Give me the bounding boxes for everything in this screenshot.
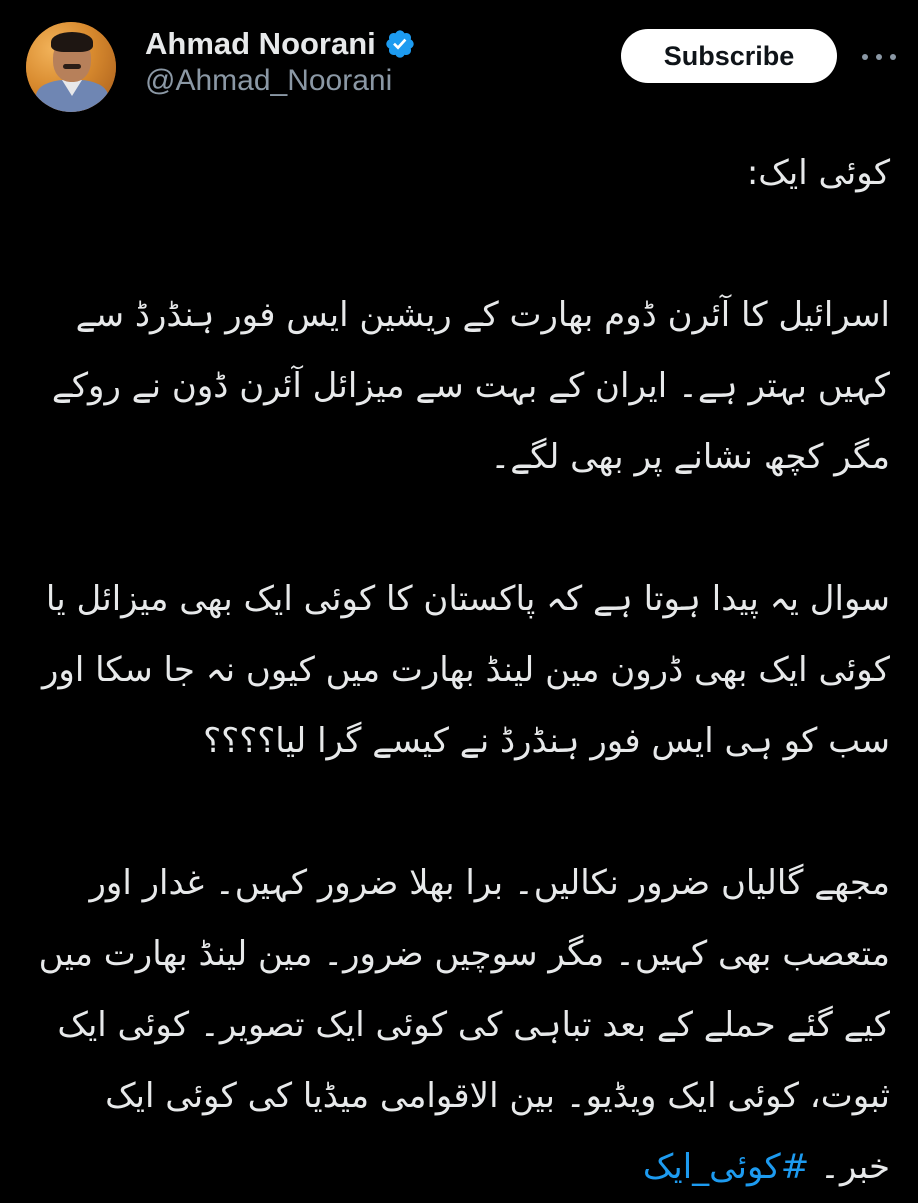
more-dot [862, 54, 868, 60]
verified-badge-icon[interactable] [384, 28, 416, 60]
paragraph-gap [30, 209, 890, 280]
more-dot [890, 54, 896, 60]
paragraph-gap [30, 777, 890, 848]
avatar[interactable] [26, 22, 116, 112]
tweet-header [0, 0, 918, 120]
tweet-paragraph: سوال یہ پیدا ہوتا ہے کہ پاکستان کا کوئی ایک بھی میزائل یا کوئی ایک بھی ڈرون مین لینڈ بھارت میں کیوں نہ جا سکا اور سب کو ہی ایس فور ہنڈرڈ نے کیسے گرا لیا؟؟؟؟ [41, 579, 890, 761]
tweet-paragraph-last [30, 848, 890, 1203]
tweet-paragraph: کوئی ایک: [746, 153, 890, 193]
more-dot [876, 54, 882, 60]
author-display-name[interactable]: Ahmad Noorani [145, 26, 376, 61]
hashtag-link[interactable]: #کوئی_ایک [642, 1147, 810, 1187]
more-horizontal-icon[interactable] [862, 42, 896, 72]
avatar-hair [51, 32, 93, 52]
tweet-text [30, 138, 890, 1203]
author-name-row [145, 24, 416, 64]
subscribe-button[interactable]: Subscribe [621, 29, 837, 83]
avatar-moustache [63, 64, 81, 69]
author-handle[interactable]: @Ahmad_Noorani [145, 64, 393, 97]
tweet-paragraph-text: مجھے گالیاں ضرور نکالیں۔ برا بھلا ضرور کہیں۔ غدار اور متعصب بھی کہیں۔ مگر سوچیں ضرور۔ مین لینڈ بھارت میں کیے گئے حملے کے بعد تباہی کی کوئی ایک تصویر۔ کوئی ایک ثبوت، کوئی ایک ویڈیو۔ بین الاقوامی میڈیا کی کوئی ایک خبر۔ [38, 863, 890, 1187]
tweet-paragraph: اسرائیل کا آئرن ڈوم بھارت کے ریشین ایس فور ہنڈرڈ سے کہیں بہتر ہے۔ ایران کے بہت سے میزائل آئرن ڈون نے روکے مگر کچھ نشانے پر بھی لگے۔ [51, 295, 890, 477]
paragraph-gap [30, 493, 890, 564]
